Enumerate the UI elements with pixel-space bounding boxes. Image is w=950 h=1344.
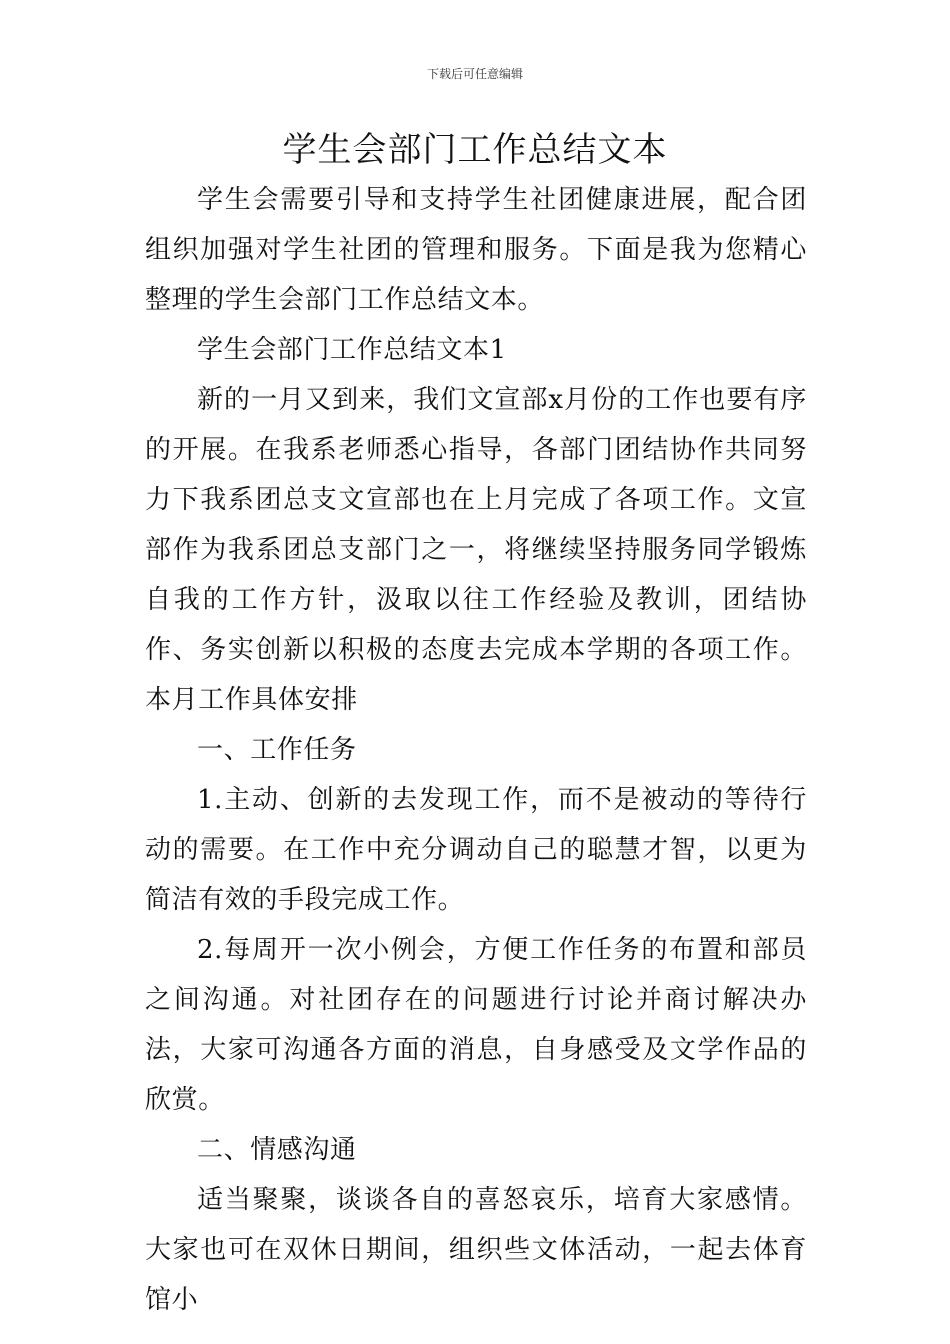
list-item-1: 1.主动、创新的去发现工作，而不是被动的等待行动的需要。在工作中充分调动自己的聪慧才智，以更为简洁有效的手段完成工作。 — [145, 785, 807, 915]
body-paragraph-continued: 适当聚聚，谈谈各自的喜怒哀乐，培育大家感情。大家也可在双休日期间，组织些文体活动，一起去体育馆小 — [145, 1185, 807, 1315]
section-heading-work-tasks: 一、工作任务 — [197, 735, 357, 765]
list-item-2: 2.每周开一次小例会，方便工作任务的布置和部员之间沟通。对社团存在的问题进行讨论并商讨解决办法，大家可沟通各方面的消息，自身感受及文学作品的欣赏。 — [145, 935, 807, 1115]
document-body — [145, 175, 807, 1325]
section-heading-emotional-communication: 二、情感沟通 — [197, 1135, 357, 1165]
document-title: 学生会部门工作总结文本 — [282, 130, 668, 170]
header-note: 下载后可任意编辑 — [426, 67, 523, 81]
intro-paragraph: 学生会需要引导和支持学生社团健康进展，配合团组织加强对学生社团的管理和服务。下面是我为您精心整理的学生会部门工作总结文本。 — [145, 185, 807, 315]
body-paragraph: 新的一月又到来，我们文宣部x月份的工作也要有序的开展。在我系老师悉心指导，各部门团结协作共同努力下我系团总支文宣部也在上月完成了各项工作。文宣部作为我系团总支部门之一，将继续坚持服务同学锻炼自我的工作方针，汲取以往工作经验及教训，团结协作、务实创新以积极的态度去完成本学期的各项工作。本月工作具体安排 — [145, 385, 807, 715]
section-heading-text-1: 学生会部门工作总结文本1 — [197, 335, 507, 365]
